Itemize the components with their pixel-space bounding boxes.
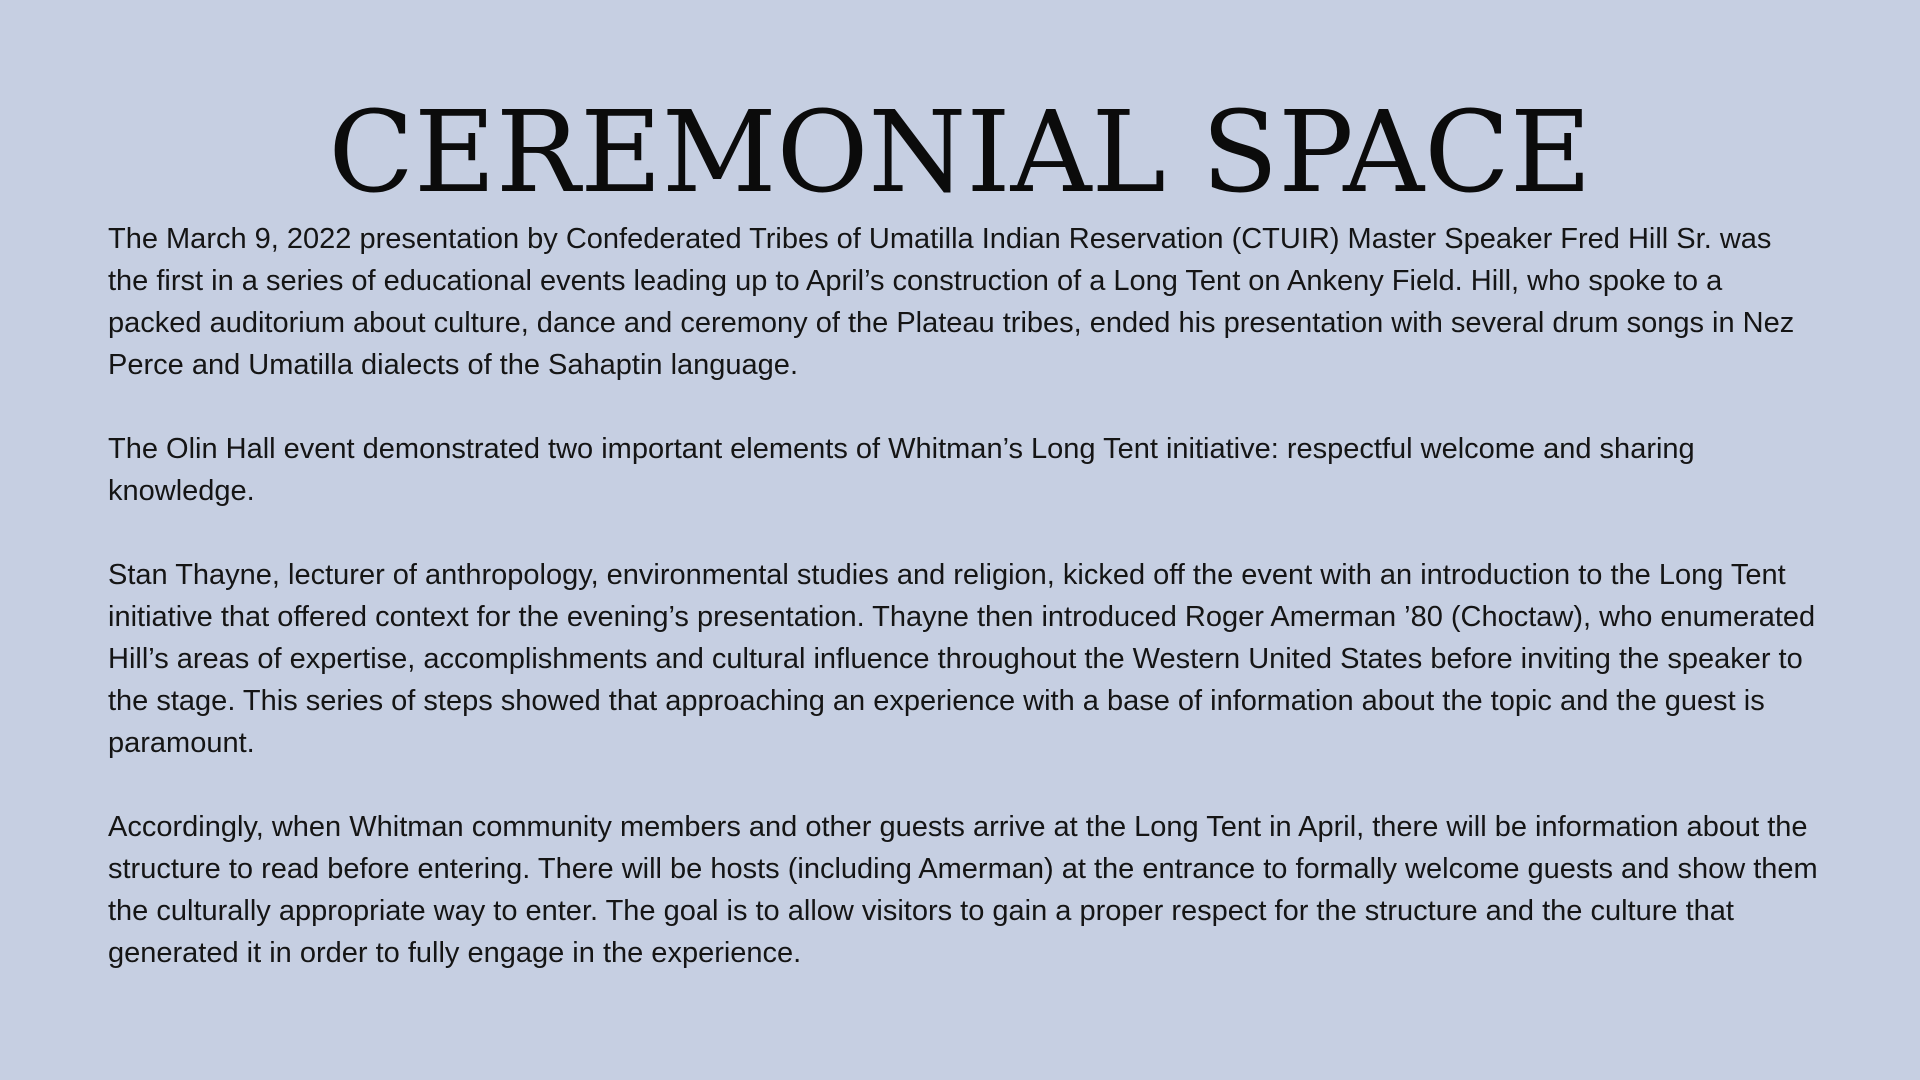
paragraph-3: Stan Thayne, lecturer of anthropology, environmental studies and religion, kicked off the event with an introduction to the Long Tent initiative that offered context for the evening’s presentation. Thayne then introduced Roger Amerman ’80 (Choctaw), who enumerated Hill’s areas of expertise, accomplishments and cultural influence throughout the Western United States before inviting the speaker to the stage. This series of steps showed that approaching an experience with a base of information about the topic and the guest is paramount. xyxy=(108,559,1816,759)
paragraph-1: The March 9, 2022 presentation by Confederated Tribes of Umatilla Indian Reservation (CTUIR) Master Speaker Fred Hill Sr. was the first in a series of educational events leading up to April’s construction of a Long Tent on Ankeny Field. Hill, who spoke to a packed auditorium about culture, dance and ceremony of the Plateau tribes, ended his presentation with several drum songs in Nez Perce and Umatilla dialects of the Sahaptin language. xyxy=(108,223,1795,381)
paragraph-4: Accordingly, when Whitman community members and other guests arrive at the Long Tent in April, there will be information about the structure to read before entering. There will be hosts (including Amerman) at the entrance to formally welcome guests and show them the culturally appropriate way to enter. The goal is to allow visitors to gain a proper respect for the structure and the culture that generated it in order to fully engage in the experience. xyxy=(108,811,1818,969)
body-text xyxy=(108,218,1818,974)
paragraph-2: The Olin Hall event demonstrated two important elements of Whitman’s Long Tent initiative: respectful welcome and sharing knowledge. xyxy=(108,433,1695,507)
page-title: CEREMONIAL SPACE xyxy=(328,88,1592,218)
